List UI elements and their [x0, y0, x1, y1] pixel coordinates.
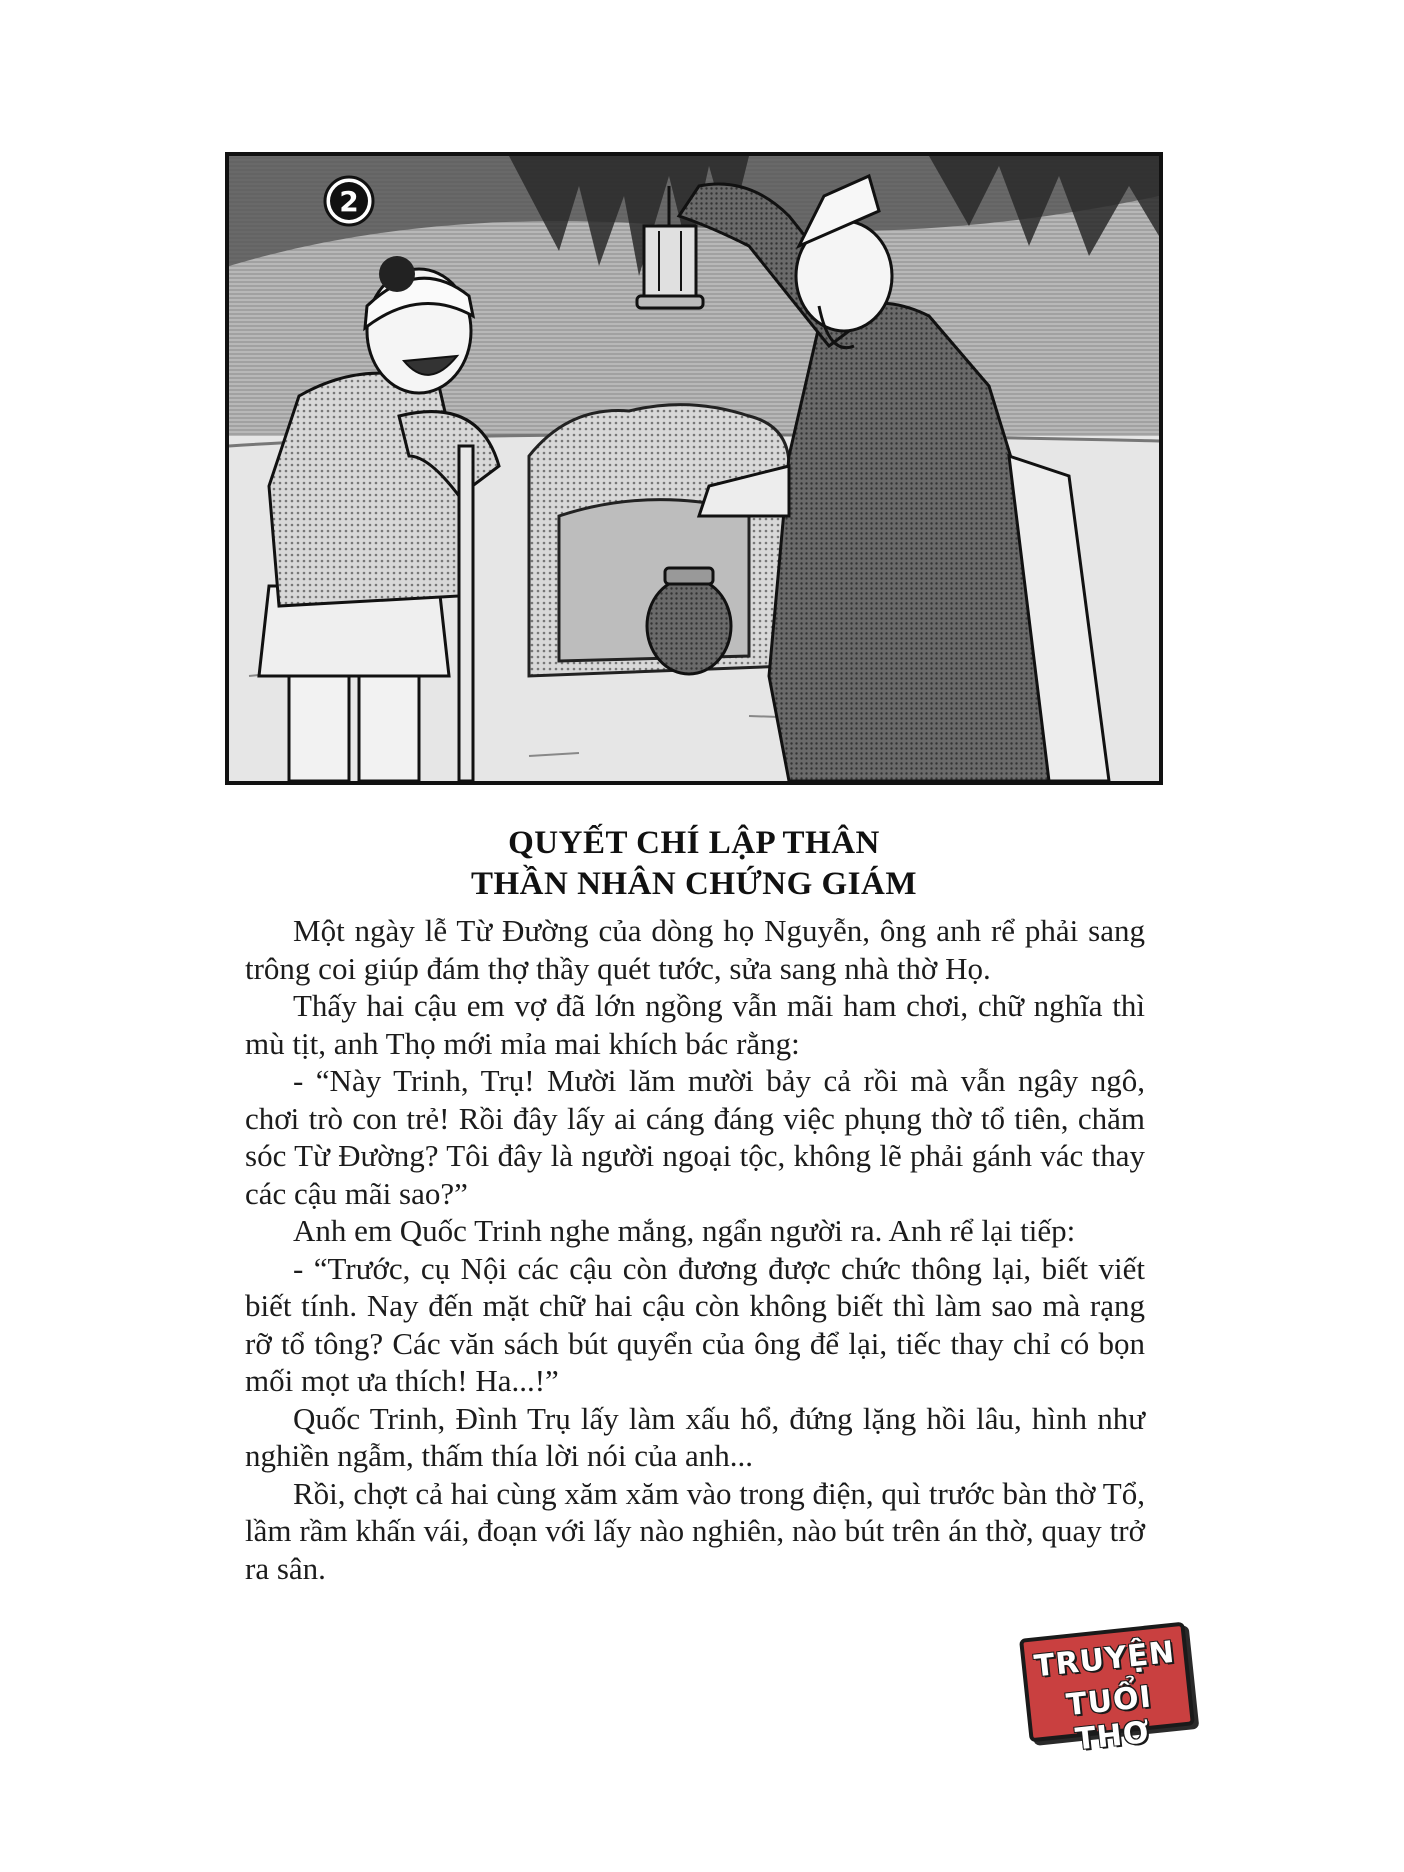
paragraph: - “Này Trinh, Trụ! Mười lăm mười bảy cả rồi mà vẫn ngây ngô, chơi trò con trẻ! Rồi đây lấy ai cáng đáng việc phụng thờ tổ tiên, chăm sóc Từ Đường? Tôi đây là người ngoại tộc, không lẽ phải gánh vác thay các cậu mãi sao?”	[245, 1063, 1145, 1211]
comic-panel	[225, 152, 1163, 785]
paragraph: - “Trước, cụ Nội các cậu còn đương được chức thông lại, biết viết biết tính. Nay đến mặt chữ hai cậu còn không biết thì làm sao mà rạng rỡ tổ tông? Các văn sách bút quyển của ông để lại, tiếc thay chỉ có bọn mối mọt ưa thích! Ha...!”	[245, 1250, 1145, 1398]
watermark-line2: TUỔI THƠ	[1064, 1679, 1154, 1758]
paragraph: Một ngày lễ Từ Đường của dòng họ Nguyễn, ông anh rể phải sang trông coi giúp đám thợ thầy quét tước, sửa sang nhà thờ Họ.	[245, 913, 1145, 986]
paragraph: Anh em Quốc Trinh nghe mắng, ngẩn người ra. Anh rể lại tiếp:	[293, 1213, 1076, 1248]
panel-number: 2	[339, 185, 359, 218]
watermark-logo	[1019, 1622, 1195, 1758]
chapter-title-line1: QUYẾT CHÍ LẬP THÂN	[508, 825, 880, 861]
story-text	[245, 912, 1145, 1587]
illustration	[229, 156, 1159, 781]
paragraph: Quốc Trinh, Đình Trụ lấy làm xấu hổ, đứng lặng hồi lâu, hình như nghiền ngẫm, thấm thía lời nói của anh...	[245, 1400, 1145, 1473]
paragraph: Thấy hai cậu em vợ đã lớn ngồng vẫn mãi ham chơi, chữ nghĩa thì mù tịt, anh Thọ mới mỉa mai khích bác rằng:	[245, 988, 1145, 1061]
watermark-line1: TRUYỆN	[1032, 1634, 1177, 1685]
paragraph: Rồi, chợt cả hai cùng xăm xăm vào trong điện, quì trước bàn thờ Tổ, lầm rầm khấn vái, đoạn với lấy nào nghiên, nào bút trên án thờ, quay trở ra sân.	[245, 1475, 1145, 1586]
chapter-title-line2: THẦN NHÂN CHỨNG GIÁM	[470, 866, 917, 902]
panel-number-badge	[325, 177, 373, 225]
